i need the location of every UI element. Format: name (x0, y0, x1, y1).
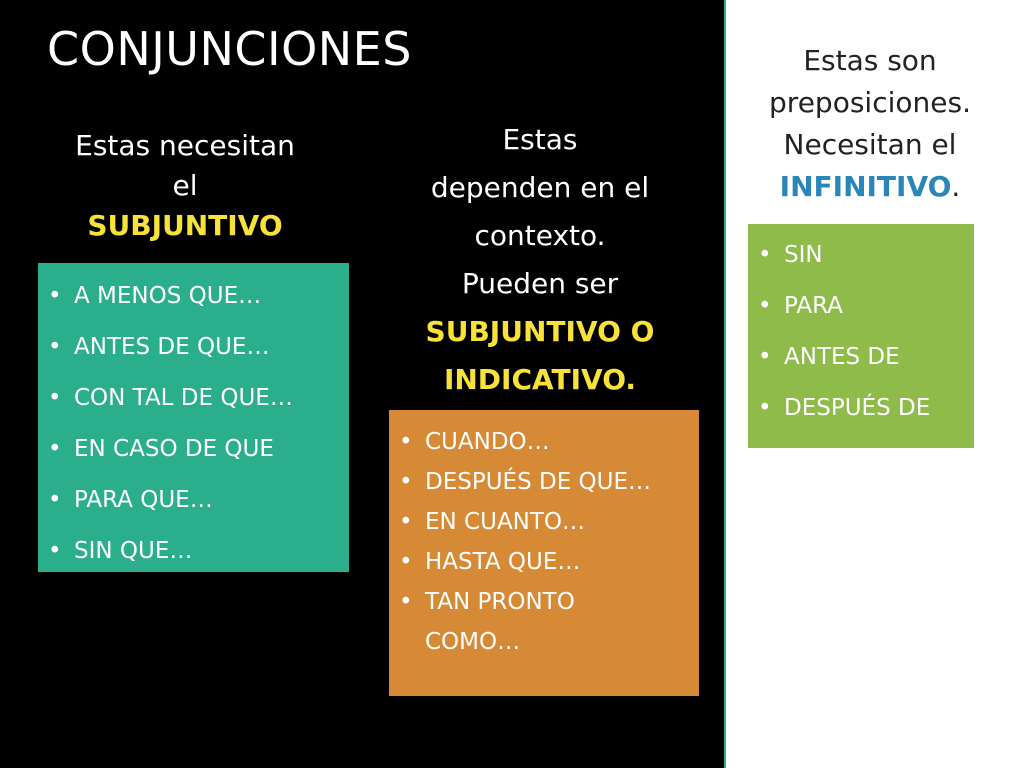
heading-line: Estas son (803, 44, 937, 77)
heading-line: Estas (502, 123, 578, 156)
heading-highlight: INFINITIVO (779, 170, 952, 203)
contexto-list (389, 422, 699, 662)
heading-infinitivo (740, 40, 1000, 208)
heading-highlight: SUBJUNTIVO (87, 209, 283, 242)
heading-highlight: SUBJUNTIVO O (425, 315, 655, 348)
infinitivo-list (748, 230, 974, 434)
heading-highlight-line (740, 166, 1000, 208)
list-item: • DESPUÉS DE QUE… (389, 462, 699, 502)
heading-line: contexto. (474, 219, 606, 252)
heading-line: Pueden ser (461, 267, 619, 300)
heading-line: preposiciones. (769, 86, 971, 119)
heading-contexto (405, 116, 675, 404)
infinitivo-list-box (748, 224, 974, 448)
list-item: • ANTES DE QUE… (38, 322, 349, 373)
heading-suffix: . (951, 170, 961, 203)
list-item: • DESPUÉS DE (748, 383, 974, 434)
list-item: • TAN PRONTO COMO… (389, 582, 635, 662)
list-item: • PARA QUE… (38, 475, 349, 526)
list-item: • EN CASO DE QUE (38, 424, 349, 475)
heading-highlight: INDICATIVO. (443, 363, 637, 396)
subjuntivo-list (38, 271, 349, 577)
contexto-list-box (389, 410, 699, 696)
slide-title: CONJUNCIONES (47, 22, 412, 76)
list-item: • SIN QUE… (38, 526, 349, 577)
heading-line: dependen en el (430, 171, 650, 204)
heading-subjuntivo (40, 126, 330, 246)
heading-line: Necesitan el (783, 128, 957, 161)
subjuntivo-list-box (38, 263, 349, 572)
heading-line: Estas necesitan (75, 129, 295, 162)
list-item: • HASTA QUE… (389, 542, 699, 582)
list-item: • A MENOS QUE… (38, 271, 349, 322)
heading-line: el (172, 169, 198, 202)
list-item: • ANTES DE (748, 332, 974, 383)
list-item: • SIN (748, 230, 974, 281)
list-item: • PARA (748, 281, 974, 332)
list-item: • CON TAL DE QUE… (38, 373, 349, 424)
list-item: • CUANDO… (389, 422, 699, 462)
list-item: • EN CUANTO… (389, 502, 699, 542)
